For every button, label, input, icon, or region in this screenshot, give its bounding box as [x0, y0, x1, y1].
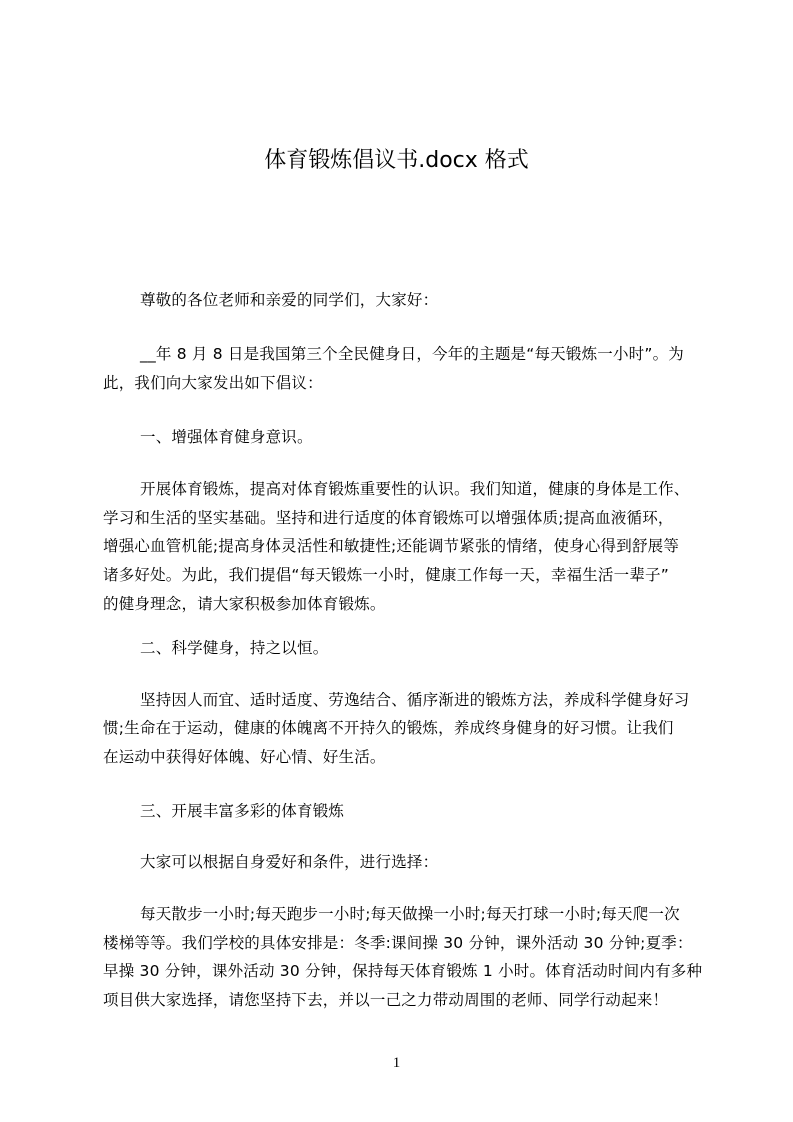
text-line: 大家可以根据自身爱好和条件，进行选择： — [140, 853, 439, 871]
text-line: 的健身理念，请大家积极参加体育锻炼。 — [103, 595, 386, 613]
text-line: 尊敬的各位老师和亲爱的同学们，大家好： — [140, 291, 439, 309]
text-line: 三、开展丰富多彩的体育锻炼 — [140, 802, 345, 820]
text-line: __年 8 月 8 日是我国第三个全民健身日，今年的主题是“每天锻炼一小时”。为 — [140, 345, 684, 363]
text-line: 坚持因人而宜、适时适度、劳逸结合、循序渐进的锻炼方法，养成科学健身好习 — [140, 691, 690, 709]
text-line: 在运动中获得好体魄、好心情、好生活。 — [103, 748, 386, 766]
document-title: 体育锻炼倡议书.docx 格式 — [264, 148, 529, 173]
text-line: 每天散步一小时;每天跑步一小时;每天做操一小时;每天打球一小时;每天爬一次 — [140, 905, 680, 923]
text-line: 增强心血管机能;提高身体灵活性和敏捷性;还能调节紧张的情绪，使身心得到舒展等 — [103, 537, 680, 555]
page-number: 1 — [392, 1055, 401, 1071]
text-line: 此，我们向大家发出如下倡议： — [103, 374, 323, 392]
text-line: 学习和生活的坚实基础。坚持和进行适度的体育锻炼可以增强体质;提高血液循环， — [103, 509, 674, 527]
text-line: 开展体育锻炼，提高对体育锻炼重要性的认识。我们知道，健康的身体是工作、 — [140, 480, 690, 498]
text-line: 一、增强体育健身意识。 — [140, 428, 313, 446]
text-line: 项目供大家选择，请您坚持下去，并以一己之力带动周围的老师、同学行动起来！ — [103, 991, 669, 1009]
text-line: 惯;生命在于运动，健康的体魄离不开持久的锻炼，养成终身健身的好习惯。让我们 — [103, 719, 674, 737]
text-line: 楼梯等等。我们学校的具体安排是：冬季:课间操 30 分钟，课外活动 30 分钟;夏季： — [103, 934, 693, 952]
text-line: 诸多好处。为此，我们提倡“每天锻炼一小时，健康工作每一天，幸福生活一辈子” — [103, 566, 669, 584]
text-line: 早操 30 分钟，课外活动 30 分钟，保持每天体育锻炼 1 小时。体育活动时间内有多种 — [103, 962, 703, 980]
text-line: 二、科学健身，持之以恒。 — [140, 639, 329, 657]
